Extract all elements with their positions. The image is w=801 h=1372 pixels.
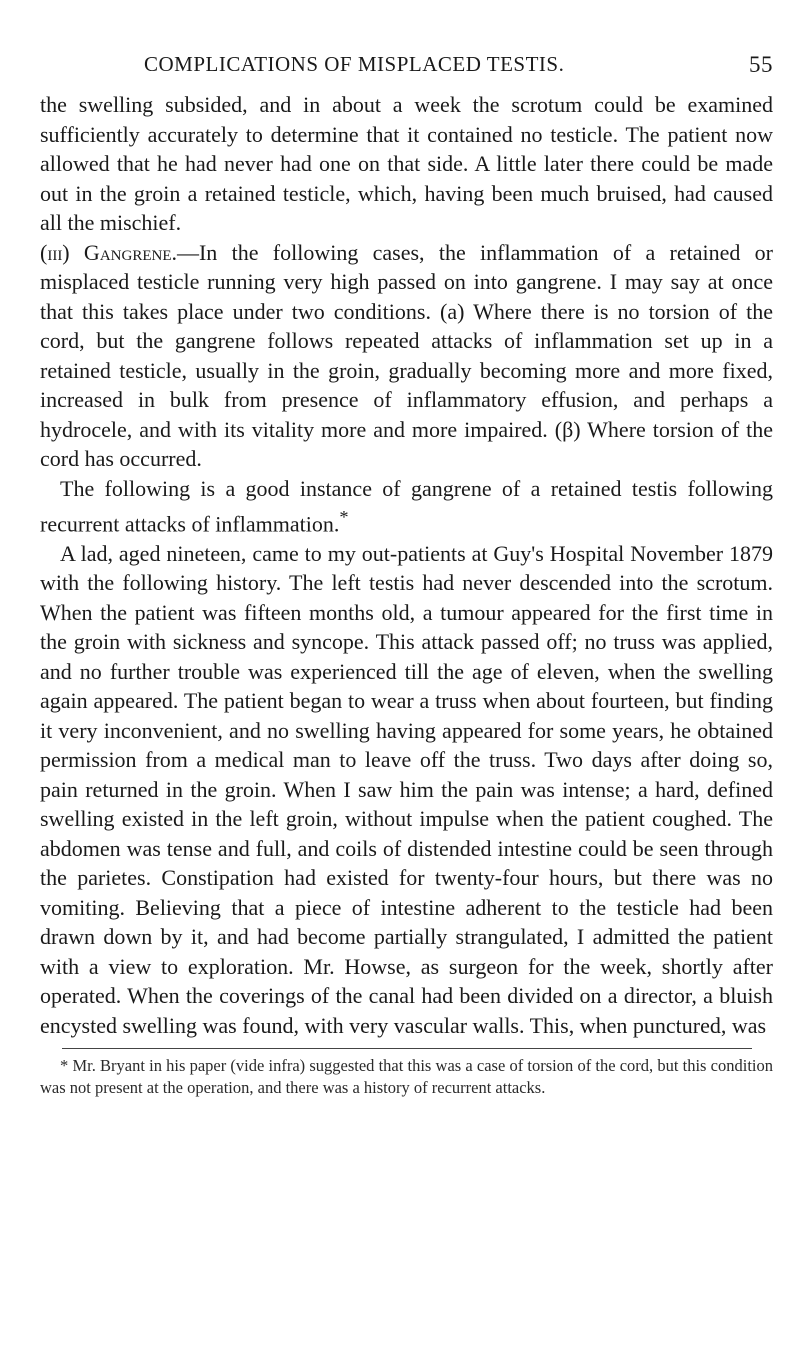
footnote [40,1055,773,1099]
paragraph-text: The following is a good instance of gangrene of a retained testis following recurrent attacks of inflammation. [40,475,773,537]
paragraph-case-history [40,539,773,1041]
paragraph-text: the swelling subsided, and in about a week the scrotum could be examined sufficiently accurately to determine that it contained no testicle. The patient now allowed that he had never had one on that side. A little later there could be made out in the groin a retained testicle, which, having been much bruised, had caused all the mischief. [40,92,773,235]
running-head-title: COMPLICATIONS OF MISPLACED TESTIS. [144,52,565,76]
paragraph-gangrene [40,238,773,474]
footnote-divider [62,1048,752,1049]
paragraph-text: —In the following cases, the inflammation of a retained or misplaced testicle running very high passed on into gangrene. I may say at once that this takes place under two conditions. (a) Where there is no torsion of the cord, but the gangrene follows repeated attacks of inflammation set up in a retained testicle, usually in the groin, gradually becoming more and more fixed, increased in bulk from presence of inflammatory effusion, and perhaps a hydrocele, and with its vitality more and more impaired. (β) Where torsion of the cord has occurred. [40,239,773,471]
footnote-marker: * [339,507,349,527]
section-heading-gangrene: (iii) Gangrene. [40,239,177,265]
paragraph-continuation [40,90,773,238]
body-text [40,90,773,1040]
paragraph-text: A lad, aged nineteen, came to my out-patients at Guy's Hospital November 1879 with the following history. The left testis had never descended into the scrotum. When the patient was fifteen months old, a tumour appeared for the first time in the groin with sickness and syncope. This attack passed off; no truss was applied, and no further trouble was experienced till the age of eleven, when the swelling again appeared. The patient began to wear a truss when about fourteen, but finding it very inconvenient, and no swelling having appeared for some years, he obtained permission from a medical man to leave off the truss. Two days after doing so, pain returned in the groin. When I saw him the pain was intense; a hard, defined swelling existed in the left groin, without impulse when the patient coughed. The abdomen was tense and full, and coils of distended intestine could be seen through the parietes. Constipation had existed for twenty-four hours, but there was no vomiting. Believing that a piece of intestine adherent to the testicle had been drawn down by it, and had become partially strangulated, I admitted the patient with a view to exploration. Mr. Howse, as surgeon for the week, shortly after operated. When the coverings of the canal had been divided on a director, a bluish encysted swelling was found, with very vascular walls. This, when punctured, was [40,540,773,1038]
footnote-text: * Mr. Bryant in his paper (vide infra) suggested that this was a case of torsion of the cord, but this condition was not present at the operation, and there was a history of recurrent attacks. [40,1056,773,1098]
paragraph-instance [40,474,773,539]
running-head [40,52,773,82]
book-page [40,52,773,1099]
page-number: 55 [749,52,773,77]
